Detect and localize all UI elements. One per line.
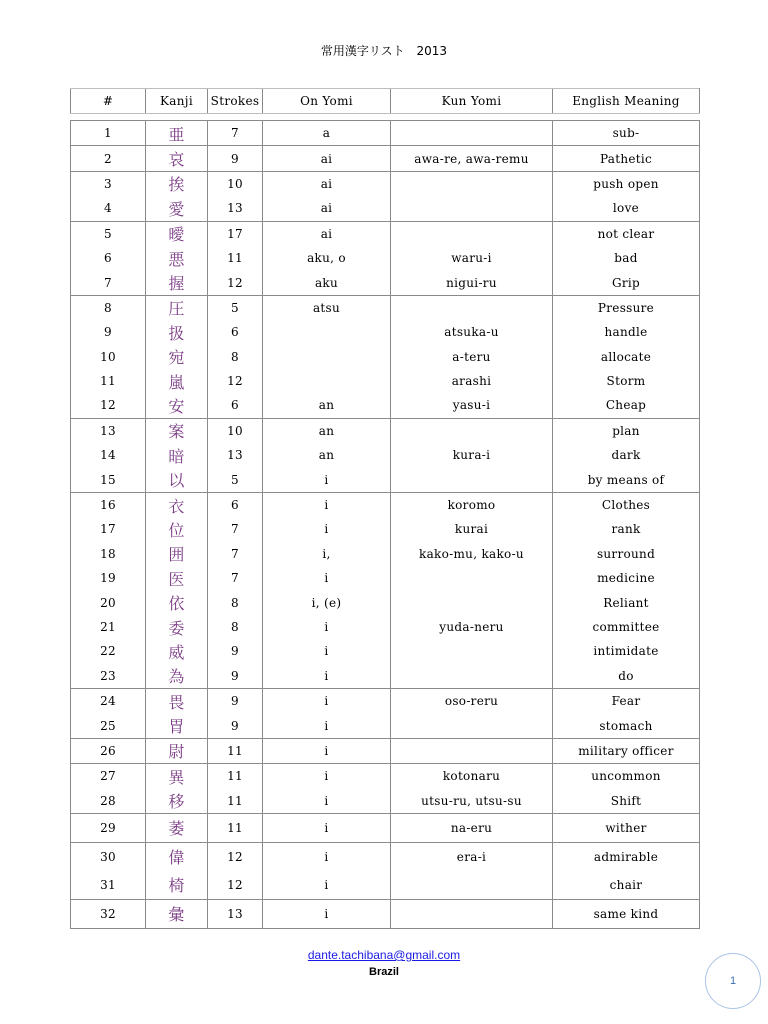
row-number-cell: 28	[71, 789, 146, 814]
english-meaning-cell: Clothes	[553, 492, 700, 517]
kun-yomi-cell	[391, 196, 553, 221]
strokes-cell: 6	[208, 320, 263, 344]
english-meaning-cell: Pathetic	[553, 146, 700, 171]
english-meaning-cell: medicine	[553, 566, 700, 590]
row-number-cell: 27	[71, 764, 146, 789]
table-row	[71, 871, 700, 900]
strokes-cell: 9	[208, 146, 263, 171]
table-row	[71, 393, 700, 418]
kun-yomi-cell: yuda-neru	[391, 615, 553, 639]
kanji-cell: 愛	[146, 196, 208, 221]
english-meaning-cell: chair	[553, 871, 700, 900]
english-meaning-cell: bad	[553, 246, 700, 270]
strokes-cell: 6	[208, 492, 263, 517]
table-row	[71, 171, 700, 196]
kanji-table	[70, 120, 700, 929]
english-meaning-cell: admirable	[553, 842, 700, 871]
table-row	[71, 467, 700, 492]
row-number-cell: 5	[71, 221, 146, 246]
on-yomi-cell: i	[263, 517, 391, 541]
table-row	[71, 842, 700, 871]
kanji-cell: 異	[146, 764, 208, 789]
kanji-cell: 握	[146, 270, 208, 295]
kanji-cell: 暗	[146, 443, 208, 467]
english-meaning-cell: Fear	[553, 688, 700, 713]
row-number-cell: 16	[71, 492, 146, 517]
strokes-cell: 8	[208, 590, 263, 614]
kun-yomi-cell	[391, 171, 553, 196]
english-meaning-cell: sub-	[553, 121, 700, 146]
kun-yomi-cell: kako-mu, kako-u	[391, 542, 553, 566]
on-yomi-cell: aku	[263, 270, 391, 295]
english-meaning-cell: not clear	[553, 221, 700, 246]
on-yomi-cell: ai	[263, 171, 391, 196]
on-yomi-cell: i	[263, 713, 391, 738]
on-yomi-cell: i	[263, 789, 391, 814]
row-number-cell: 21	[71, 615, 146, 639]
on-yomi-cell: an	[263, 443, 391, 467]
table-row	[71, 615, 700, 639]
table-row	[71, 295, 700, 320]
kanji-cell: 扱	[146, 320, 208, 344]
on-yomi-cell: i	[263, 639, 391, 663]
row-number-cell: 13	[71, 418, 146, 443]
row-number-cell: 19	[71, 566, 146, 590]
row-number-cell: 30	[71, 842, 146, 871]
kun-yomi-cell	[391, 418, 553, 443]
kun-yomi-cell	[391, 467, 553, 492]
kun-yomi-cell	[391, 899, 553, 928]
kanji-cell: 曖	[146, 221, 208, 246]
kanji-cell: 亜	[146, 121, 208, 146]
kanji-cell: 彙	[146, 899, 208, 928]
kun-yomi-cell	[391, 590, 553, 614]
kanji-cell: 移	[146, 789, 208, 814]
kun-yomi-cell: yasu-i	[391, 393, 553, 418]
english-meaning-cell: dark	[553, 443, 700, 467]
kanji-cell: 畏	[146, 688, 208, 713]
english-meaning-cell: committee	[553, 615, 700, 639]
kun-yomi-cell: oso-reru	[391, 688, 553, 713]
column-header-strokes: Strokes	[208, 89, 263, 114]
page-title-text: 常用漢字リスト	[320, 44, 405, 58]
table-row	[71, 221, 700, 246]
on-yomi-cell: i	[263, 615, 391, 639]
kun-yomi-cell	[391, 221, 553, 246]
strokes-cell: 17	[208, 221, 263, 246]
kanji-cell: 為	[146, 664, 208, 689]
row-number-cell: 12	[71, 393, 146, 418]
strokes-cell: 12	[208, 270, 263, 295]
kanji-cell: 位	[146, 517, 208, 541]
kanji-cell: 挨	[146, 171, 208, 196]
on-yomi-cell: i	[263, 566, 391, 590]
on-yomi-cell	[263, 345, 391, 369]
kun-yomi-cell: utsu-ru, utsu-su	[391, 789, 553, 814]
kun-yomi-cell: era-i	[391, 842, 553, 871]
strokes-cell: 13	[208, 196, 263, 221]
column-header-row	[71, 89, 700, 114]
strokes-cell: 9	[208, 639, 263, 663]
on-yomi-cell: i	[263, 738, 391, 763]
strokes-cell: 12	[208, 871, 263, 900]
table-row	[71, 443, 700, 467]
strokes-cell: 11	[208, 246, 263, 270]
on-yomi-cell: atsu	[263, 295, 391, 320]
row-number-cell: 32	[71, 899, 146, 928]
table-row	[71, 566, 700, 590]
english-meaning-cell: handle	[553, 320, 700, 344]
table-row	[71, 639, 700, 663]
table-row	[71, 688, 700, 713]
english-meaning-cell: rank	[553, 517, 700, 541]
table-row	[71, 542, 700, 566]
row-number-cell: 20	[71, 590, 146, 614]
english-meaning-cell: wither	[553, 813, 700, 842]
row-number-cell: 26	[71, 738, 146, 763]
english-meaning-cell: stomach	[553, 713, 700, 738]
strokes-cell: 13	[208, 443, 263, 467]
table-row	[71, 899, 700, 928]
english-meaning-cell: love	[553, 196, 700, 221]
strokes-cell: 7	[208, 566, 263, 590]
footer-country: Brazil	[369, 966, 399, 978]
on-yomi-cell: i	[263, 764, 391, 789]
kanji-cell: 胃	[146, 713, 208, 738]
on-yomi-cell: i	[263, 871, 391, 900]
english-meaning-cell: push open	[553, 171, 700, 196]
strokes-cell: 11	[208, 738, 263, 763]
kun-yomi-cell: waru-i	[391, 246, 553, 270]
on-yomi-cell: i	[263, 813, 391, 842]
kun-yomi-cell: kurai	[391, 517, 553, 541]
kanji-cell: 哀	[146, 146, 208, 171]
row-number-cell: 17	[71, 517, 146, 541]
english-meaning-cell: intimidate	[553, 639, 700, 663]
strokes-cell: 13	[208, 899, 263, 928]
on-yomi-cell	[263, 320, 391, 344]
on-yomi-cell: i	[263, 688, 391, 713]
english-meaning-cell: Pressure	[553, 295, 700, 320]
on-yomi-cell: an	[263, 418, 391, 443]
row-number-cell: 24	[71, 688, 146, 713]
on-yomi-cell: ai	[263, 196, 391, 221]
page-title	[0, 42, 768, 59]
table-row	[71, 764, 700, 789]
kanji-cell: 尉	[146, 738, 208, 763]
english-meaning-cell: Grip	[553, 270, 700, 295]
strokes-cell: 11	[208, 813, 263, 842]
on-yomi-cell: ai	[263, 221, 391, 246]
row-number-cell: 15	[71, 467, 146, 492]
kun-yomi-cell: awa-re, awa-remu	[391, 146, 553, 171]
kanji-table-body	[71, 121, 700, 929]
kun-yomi-cell: kura-i	[391, 443, 553, 467]
kanji-cell: 萎	[146, 813, 208, 842]
kanji-cell: 医	[146, 566, 208, 590]
kanji-cell: 悪	[146, 246, 208, 270]
column-header-table	[70, 88, 700, 114]
row-number-cell: 2	[71, 146, 146, 171]
table-row	[71, 813, 700, 842]
kanji-cell: 嵐	[146, 369, 208, 393]
kun-yomi-cell	[391, 566, 553, 590]
kun-yomi-cell: na-eru	[391, 813, 553, 842]
strokes-cell: 9	[208, 664, 263, 689]
strokes-cell: 8	[208, 615, 263, 639]
english-meaning-cell: by means of	[553, 467, 700, 492]
english-meaning-cell: surround	[553, 542, 700, 566]
on-yomi-cell: i	[263, 842, 391, 871]
strokes-cell: 9	[208, 688, 263, 713]
kun-yomi-cell: a-teru	[391, 345, 553, 369]
table-row	[71, 492, 700, 517]
kun-yomi-cell: atsuka-u	[391, 320, 553, 344]
row-number-cell: 18	[71, 542, 146, 566]
table-row	[71, 590, 700, 614]
table-row	[71, 320, 700, 344]
row-number-cell: 25	[71, 713, 146, 738]
english-meaning-cell: do	[553, 664, 700, 689]
on-yomi-cell: a	[263, 121, 391, 146]
column-header-kanji: Kanji	[146, 89, 208, 114]
kun-yomi-cell: arashi	[391, 369, 553, 393]
kanji-cell: 衣	[146, 492, 208, 517]
kun-yomi-cell: nigui-ru	[391, 270, 553, 295]
kun-yomi-cell	[391, 738, 553, 763]
kanji-cell: 威	[146, 639, 208, 663]
kanji-cell: 宛	[146, 345, 208, 369]
table-row	[71, 270, 700, 295]
on-yomi-cell: ai	[263, 146, 391, 171]
on-yomi-cell: i,	[263, 542, 391, 566]
english-meaning-cell: Storm	[553, 369, 700, 393]
on-yomi-cell: i	[263, 899, 391, 928]
table-row	[71, 146, 700, 171]
strokes-cell: 5	[208, 467, 263, 492]
row-number-cell: 4	[71, 196, 146, 221]
strokes-cell: 9	[208, 713, 263, 738]
on-yomi-cell: an	[263, 393, 391, 418]
strokes-cell: 11	[208, 764, 263, 789]
on-yomi-cell: i	[263, 492, 391, 517]
kanji-cell: 委	[146, 615, 208, 639]
kun-yomi-cell	[391, 664, 553, 689]
english-meaning-cell: Cheap	[553, 393, 700, 418]
kanji-cell: 椅	[146, 871, 208, 900]
english-meaning-cell: plan	[553, 418, 700, 443]
english-meaning-cell: allocate	[553, 345, 700, 369]
on-yomi-cell: i	[263, 467, 391, 492]
strokes-cell: 7	[208, 517, 263, 541]
page-title-year: 2013	[416, 44, 448, 58]
strokes-cell: 8	[208, 345, 263, 369]
table-row	[71, 738, 700, 763]
table-row	[71, 196, 700, 221]
table-row	[71, 664, 700, 689]
row-number-cell: 31	[71, 871, 146, 900]
row-number-cell: 3	[71, 171, 146, 196]
kun-yomi-cell	[391, 121, 553, 146]
column-header-english-meaning: English Meaning	[553, 89, 700, 114]
row-number-cell: 1	[71, 121, 146, 146]
table-row	[71, 789, 700, 814]
strokes-cell: 11	[208, 789, 263, 814]
column-header-on-yomi: On Yomi	[263, 89, 391, 114]
footer-email-link[interactable]: dante.tachibana@gmail.com	[307, 948, 461, 962]
row-number-cell: 29	[71, 813, 146, 842]
row-number-cell: 11	[71, 369, 146, 393]
kanji-cell: 依	[146, 590, 208, 614]
page-number-badge	[705, 953, 761, 1009]
english-meaning-cell: uncommon	[553, 764, 700, 789]
strokes-cell: 6	[208, 393, 263, 418]
row-number-cell: 6	[71, 246, 146, 270]
row-number-cell: 9	[71, 320, 146, 344]
table-row	[71, 369, 700, 393]
row-number-cell: 22	[71, 639, 146, 663]
strokes-cell: 7	[208, 542, 263, 566]
table-row	[71, 121, 700, 146]
strokes-cell: 12	[208, 842, 263, 871]
kanji-cell: 偉	[146, 842, 208, 871]
strokes-cell: 12	[208, 369, 263, 393]
kun-yomi-cell	[391, 639, 553, 663]
table-row	[71, 713, 700, 738]
kun-yomi-cell	[391, 295, 553, 320]
on-yomi-cell: i, (e)	[263, 590, 391, 614]
row-number-cell: 14	[71, 443, 146, 467]
row-number-cell: 10	[71, 345, 146, 369]
kanji-cell: 圧	[146, 295, 208, 320]
english-meaning-cell: same kind	[553, 899, 700, 928]
on-yomi-cell	[263, 369, 391, 393]
row-number-cell: 7	[71, 270, 146, 295]
row-number-cell: 23	[71, 664, 146, 689]
kun-yomi-cell: kotonaru	[391, 764, 553, 789]
table-row	[71, 246, 700, 270]
table-row	[71, 517, 700, 541]
strokes-cell: 10	[208, 171, 263, 196]
strokes-cell: 5	[208, 295, 263, 320]
row-number-cell: 8	[71, 295, 146, 320]
english-meaning-cell: military officer	[553, 738, 700, 763]
column-header-kun-yomi: Kun Yomi	[391, 89, 553, 114]
kun-yomi-cell	[391, 871, 553, 900]
english-meaning-cell: Shift	[553, 789, 700, 814]
kun-yomi-cell: koromo	[391, 492, 553, 517]
strokes-cell: 7	[208, 121, 263, 146]
page-number: 1	[729, 975, 737, 987]
kanji-cell: 安	[146, 393, 208, 418]
column-header-number: #	[71, 89, 146, 114]
on-yomi-cell: i	[263, 664, 391, 689]
table-row	[71, 345, 700, 369]
on-yomi-cell: aku, o	[263, 246, 391, 270]
kanji-cell: 案	[146, 418, 208, 443]
kanji-cell: 以	[146, 467, 208, 492]
table-row	[71, 418, 700, 443]
strokes-cell: 10	[208, 418, 263, 443]
kun-yomi-cell	[391, 713, 553, 738]
english-meaning-cell: Reliant	[553, 590, 700, 614]
kanji-cell: 囲	[146, 542, 208, 566]
